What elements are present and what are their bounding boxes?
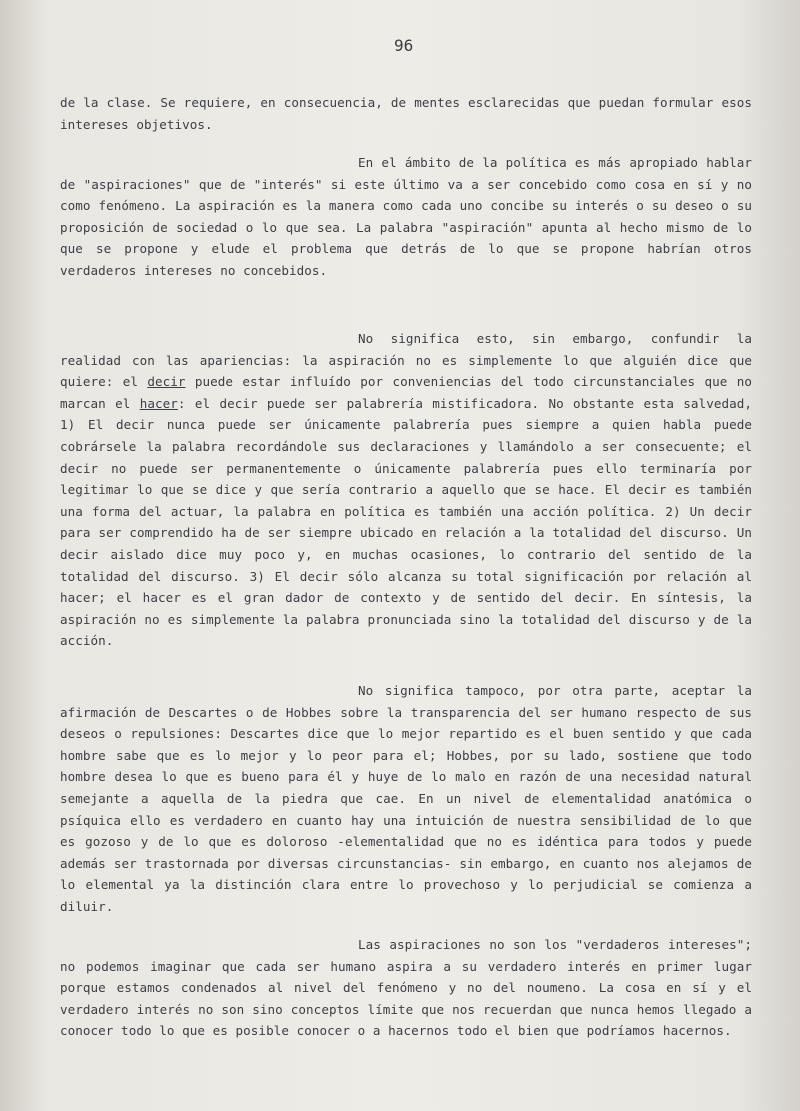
paragraph-5 — [60, 934, 752, 1042]
underlined-word-decir: decir — [147, 374, 186, 390]
paragraph-2-text: En el ámbito de la política es más apropiado hablar de "aspiraciones" que de "interés" si este último va a ser concebido como cosa en sí y no como fenómeno. La aspiración es la manera como cada uno concibe su interés o su deseo o su proposición de sociedad o lo que sea. La palabra "aspiración" apunta al hecho mismo de lo que se propone y elude el problema que detrás de lo que se propone habrían otros verdaderos intereses no concebidos. — [60, 155, 752, 278]
page-number: 96 — [394, 36, 414, 55]
paragraph-2 — [60, 152, 752, 282]
paragraph-1-text: de la clase. Se requiere, en consecuencia, de mentes esclarecidas que puedan formular esos intereses objetivos. — [60, 95, 752, 132]
paragraph-3 — [60, 328, 752, 652]
paragraph-5-text: Las aspiraciones no son los "verdaderos intereses"; no podemos imaginar que cada ser humano aspira a su verdadero interés en primer lugar porque estamos condenados al nivel del fenómeno y no del noumeno. La cosa en sí y el verdadero interés no son sino conceptos límite que nos recuerdan que nunca hemos llegado a conocer todo lo que es posible conocer o a hacernos todo el bien que podríamos hacernos. — [60, 937, 752, 1039]
paragraph-3-text-end: : el decir puede ser palabrería mistificadora. No obstante esta salvedad, 1) El decir nunca puede ser únicamente palabrería pues siempre a quien habla puede cobrársele la palabra recordándole sus declaraciones y llamándolo a ser consecuente; el decir no puede ser permanentemente o únicamente palabrería pues ello terminaría por legitimar lo que se dice y que sería contrario a aquello que se hace. El decir es también una forma del actuar, la palabra en política es también una acción política. 2) Un decir para ser comprendido ha de ser siempre ubicado en relación a la totalidad del discurso. Un decir aislado dice muy poco y, en muchas ocasiones, lo contrario del sentido de la totalidad del discurso. 3) El decir sólo alcanza su total significación por relación al hacer; el hacer es el gran dador de contexto y de sentido del decir. En síntesis, la aspiración no es simplemente la palabra pronunciada sino la totalidad del discurso y de la acción. — [60, 395, 752, 649]
paragraph-3-text-start: No significa esto, sin embargo, confundir la realidad con las apariencias: la aspiración no es simplemente lo que alguién dice que quiere: el — [60, 331, 752, 390]
paragraph-3-text-middle: puede estar influído por conveniencias del todo circunstanciales que no marcan el — [60, 374, 753, 411]
underlined-word-hacer: hacer — [139, 395, 178, 411]
paragraph-4 — [60, 680, 752, 918]
paragraph-1 — [60, 92, 752, 135]
paragraph-4-text: No significa tampoco, por otra parte, aceptar la afirmación de Descartes o de Hobbes sobre la transparencia del ser humano respecto de sus deseos o repulsiones: Descartes dice que lo mejor repartido es el buen sentido y que cada hombre sabe que es lo mejor y lo peor para el; Hobbes, por su lado, sostiene que todo hombre desea lo que es bueno para él y huye de lo malo en razón de una necesidad natural semejante a aquella de la piedra que cae. En un nivel de elementalidad anatómica o psíquica ello es verdadero en cuanto hay una intuición de nuestra sensibilidad de lo que es gozoso y de lo que es doloroso -elementalidad que no es idéntica para todos y puede además ser trastornada por diversas circunstancias- sin embargo, en cuanto nos alejamos de lo elemental ya la distinción clara entre lo provechoso y lo perjudicial se comienza a diluir. — [60, 683, 752, 914]
